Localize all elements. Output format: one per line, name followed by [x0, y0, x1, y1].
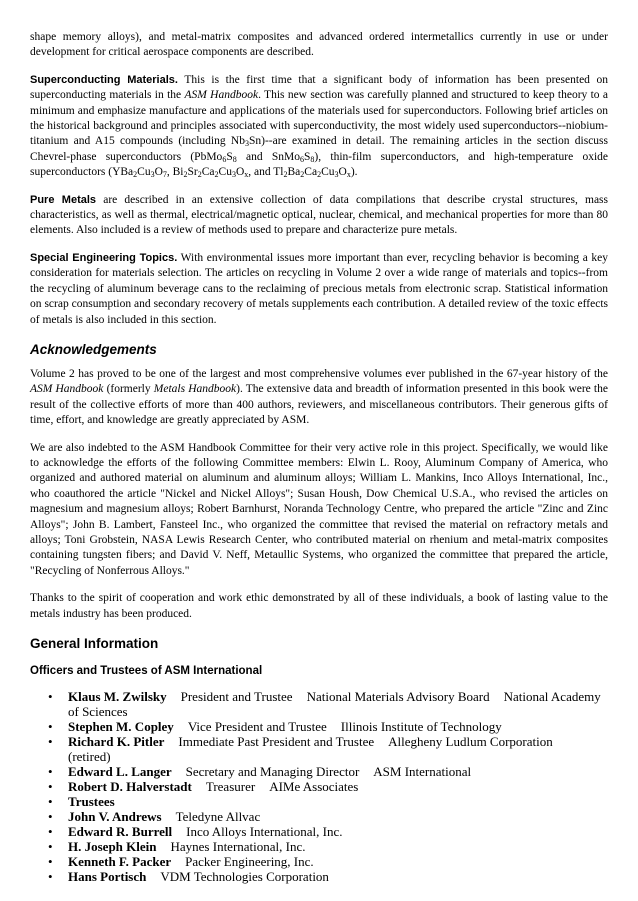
officer-list [30, 689, 608, 884]
officer-name: Kenneth F. Packer [68, 854, 172, 869]
officer-name: John V. Andrews [68, 809, 162, 824]
special-topics-lead: Special Engineering Topics. [30, 251, 178, 264]
special-topics-paragraph: Special Engineering Topics. With environmental issues more important than ever, recycling behavior is becoming a key consideration for materials selection. The articles on recycling in Volume 2 over a wide range of materials and topics--from the recycling of aluminum beverage cans to the reclaiming of precious metals from electronic scrap. Statistical information on scrap consumption and secondary recovery of metals supplements each contribution. A detailed review of the toxic effects of metals is also included in this section. [30, 251, 609, 326]
officer-detail: Vice President and Trustee [187, 719, 327, 734]
officer-detail: Inco Alloys International, Inc. [186, 824, 343, 839]
officer-list-item [68, 719, 608, 734]
book-title: ASM Handbook [184, 89, 259, 102]
officer-list-item [68, 809, 608, 824]
officer-name: Richard K. Pitler [68, 734, 165, 749]
officer-detail: VDM Technologies Corporation [160, 869, 329, 884]
officer-name: H. Joseph Klein [68, 839, 157, 854]
officer-name: Stephen M. Copley [68, 719, 174, 734]
pure-metals-lead: Pure Metals [30, 193, 97, 206]
acknowledgements-paragraph-3: Thanks to the spirit of cooperation and work ethic demonstrated by all of these individuals, a book of lasting value to the metals industry has been produced. [30, 592, 608, 620]
superconducting-lead: Superconducting Materials. [30, 73, 178, 86]
officer-name: Trustees [68, 794, 115, 809]
officer-detail: President and Trustee [180, 689, 293, 704]
officer-detail: (retired) [68, 749, 111, 764]
officer-detail: Treasurer [205, 779, 256, 794]
officer-detail: Haynes International, Inc. [170, 839, 306, 854]
officer-detail: Illinois Institute of Technology [340, 719, 502, 734]
officer-list-item [68, 779, 608, 794]
officer-list-item [68, 794, 608, 809]
pure-metals-paragraph: Pure Metals are described in an extensive collection of data compilations that describe crystal structures, mass characteristics, as well as thermal, electrical/magnetic optical, nuclear, chemical, and mechanical properties for more than 80 elements. Also included is a review of methods used to prepare and characterize pure metals. [30, 193, 609, 237]
officer-list-item [68, 854, 608, 869]
officer-detail: Secretary and Managing Director [185, 764, 360, 779]
superconducting-paragraph: Superconducting Materials. This is the first time that a significant body of information has been presented on superconducting materials in the ASM Handbook. This new section was carefully planned and structured to keep theory to a minimum and emphasize manufacture and applications of the materials used for superconductors. Following brief articles on the historical background and principles associated with superconductivity, the most widely used superconductors--niobium-titanium and A15 compounds (including $Nb_3Sn)-$-are examined in detail. The remaining articles in the section discuss Chevrel-phase superconductors ($PbMo_6S_8$ and $SnMo_6S_8$), thin-film superconductors, and high-temperature oxide superconductors ($YBa_2Cu_3O_7$, $Bi_2Sr_2Ca_2Cu_3O_x$, and $Tl_2Ba_2Ca_2Cu_3O_x$). [30, 73, 609, 180]
officer-name: Klaus M. Zwilsky [68, 689, 167, 704]
officer-list-item [68, 824, 608, 839]
officer-list-item [68, 734, 608, 764]
officer-detail: Packer Engineering, Inc. [185, 854, 314, 869]
officer-detail: Allegheny Ludlum Corporation [388, 734, 553, 749]
officer-name: Hans Portisch [68, 869, 147, 884]
officer-name: Edward R. Burrell [68, 824, 173, 839]
officers-subheading: Officers and Trustees of ASM International [30, 665, 263, 677]
officer-detail: Teledyne Allvac [175, 809, 261, 824]
acknowledgements-paragraph-1: Volume 2 has proved to be one of the largest and most comprehensive volumes ever published in the 67-year history of the ASM Handbook (formerly Metals Handbook). The extensive data and breadth of information presented in this book were the result of the collective efforts of more than 400 authors, reviewers, and miscellaneous contributors. Their generous gifts of time, effort, and knowledge are greatly appreciated by ASM. [30, 367, 608, 427]
officer-list-item [68, 839, 608, 854]
officer-name: Robert D. Halverstadt [68, 779, 192, 794]
officer-detail: National Academy of Sciences [68, 689, 601, 719]
officer-detail: ASM International [373, 764, 472, 779]
officer-list-item [68, 764, 608, 779]
intro-paragraph: shape memory alloys), and metal-matrix composites and advanced ordered intermetallics currently in use or under development for critical aerospace components are described. [30, 31, 608, 59]
acknowledgements-heading: Acknowledgements [30, 341, 157, 357]
officer-detail: National Materials Advisory Board [306, 689, 490, 704]
officer-list-item [68, 689, 608, 719]
officer-name: Edward L. Langer [68, 764, 172, 779]
officer-list-item [68, 869, 608, 884]
officer-detail: Immediate Past President and Trustee [178, 734, 375, 749]
general-information-heading: General Information [30, 636, 159, 651]
acknowledgements-paragraph-2: We are also indebted to the ASM Handbook Committee for their very active role in this project. Specifically, we would like to acknowledge the efforts of the following Committee members: Elwin L. Rooy, Aluminum Company of America, who organized and authored material on aluminum and aluminum alloys; William L. Mankins, Inco Alloys International, Inc., who coauthored the article "Nickel and Nickel Alloys"; Susan Housh, Dow Chemical U.S.A., who revised the articles on magnesium and magnesium alloys; Robert Barnhurst, Noranda Technology Centre, who prepared the article "Zinc and Zinc Alloys"; John B. Lambert, Fansteel Inc., who organized the committee that revised the material on refractory metals and alloys; Toni Grobstein, NASA Lewis Research Center, who contributed material on rhenium and metal-matrix composites containing tungsten fibers; and David V. Neff, Metaullic Systems, who organized the committee that prepared the article, "Recycling of Nonferrous Alloys." [30, 441, 608, 577]
officer-detail: AIMe Associates [269, 779, 359, 794]
